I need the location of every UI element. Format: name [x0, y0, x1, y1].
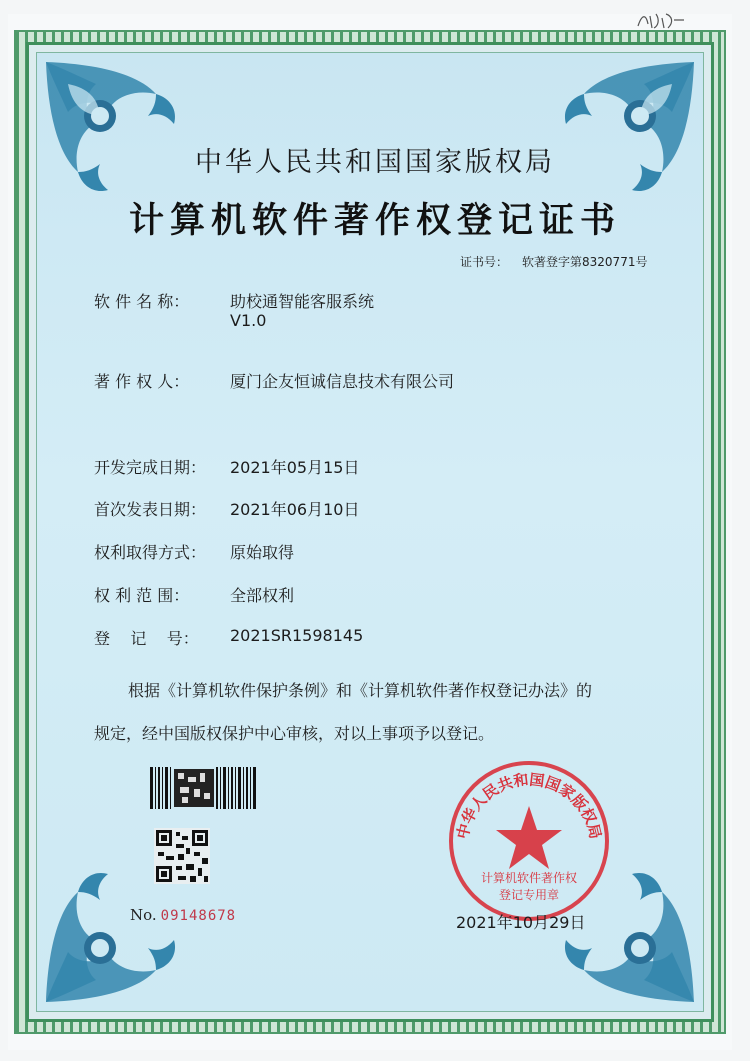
field-label: 软 件 名 称：: [94, 292, 190, 311]
field-copyright-owner: [94, 369, 455, 392]
field-label: 开发完成日期：: [94, 458, 207, 477]
field-label: 权 利 范 围：: [94, 586, 190, 605]
serial-number: [130, 906, 236, 924]
field-value-version: V1.0: [230, 311, 267, 330]
field-label: 权利取得方式：: [94, 543, 207, 562]
field-label: 著 作 权 人：: [94, 372, 190, 391]
statement-line-2: 规定，经中国版权保护中心审核，对以上事项予以登记。: [94, 724, 495, 743]
serial-number-label: No.: [130, 906, 157, 924]
field-development-date: [94, 455, 360, 478]
field-registration-number: [94, 626, 364, 649]
field-value: 全部权利: [230, 586, 295, 605]
certificate-title: 计算机软件著作权登记证书: [128, 201, 621, 241]
field-software-name: [94, 289, 375, 312]
seal-star-icon: [496, 806, 562, 869]
corner-ornament-top-left: [38, 54, 188, 204]
certificate-number: [460, 253, 647, 270]
field-value: 厦门企友恒诚信息技术有限公司: [230, 372, 455, 391]
statement-line-1: 根据《计算机软件保护条例》和《计算机软件著作权登记办法》的: [128, 681, 593, 700]
field-publish-date: [94, 497, 360, 520]
seal-outer-text: 中华人民共和国国家版权局: [453, 770, 605, 841]
issuing-authority: 中华人民共和国国家版权局: [195, 147, 555, 178]
handwritten-mark: [634, 8, 688, 32]
field-value: 助校通智能客服系统: [230, 292, 375, 311]
corner-ornament-top-right: [552, 54, 702, 204]
field-value: 2021年05月15日: [230, 458, 360, 477]
certificate-number-label: 证书号：: [460, 255, 509, 269]
field-value: 原始取得: [230, 543, 295, 562]
field-label: 首次发表日期：: [94, 500, 207, 519]
barcode: [150, 767, 258, 809]
official-seal: [446, 758, 612, 924]
serial-number-value: 09148678: [160, 908, 237, 924]
issue-date: 2021年10月29日: [456, 913, 586, 932]
seal-inner-line-1: 计算机软件著作权: [480, 871, 578, 885]
field-rights-scope: [94, 583, 295, 606]
field-value: 2021SR1598145: [230, 626, 364, 645]
field-value: 2021年06月10日: [230, 500, 360, 519]
field-label: 登 记 号：: [94, 629, 199, 648]
qr-code: [154, 828, 210, 884]
seal-inner-line-2: 登记专用章: [498, 888, 560, 902]
certificate-number-value: 软著登字第8320771号: [522, 255, 648, 269]
field-acquisition-method: [94, 540, 295, 563]
